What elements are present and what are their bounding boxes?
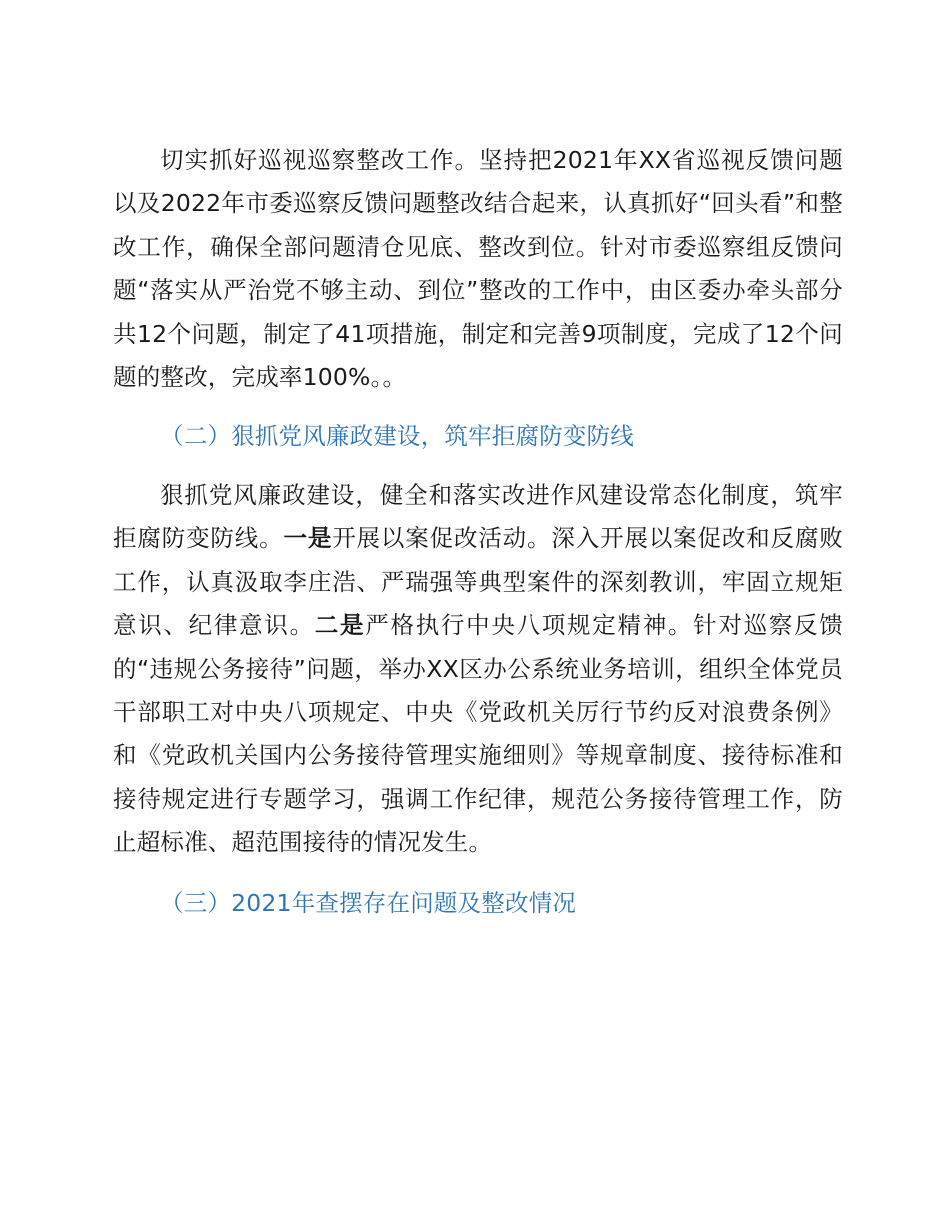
section-heading-3: （三）2021年查摆存在问题及整改情况 bbox=[160, 889, 577, 917]
paragraph-rectification-work bbox=[113, 139, 843, 399]
paragraph-intro: 狠抓党风廉政建设，健全和落实改进作风建设常态化制度，筑牢拒腐防变防线。 bbox=[113, 481, 843, 553]
item-2-label: 二是 bbox=[314, 611, 366, 640]
item-1-label: 一是 bbox=[283, 524, 333, 553]
section-heading-2: （二）狠抓党风廉政建设，筑牢拒腐防变防线 bbox=[160, 422, 634, 450]
paragraph-party-conduct bbox=[113, 474, 843, 865]
paragraph-text: 切实抓好巡视巡察整改工作。坚持把2021年XX省巡视反馈问题以及2022年市委巡察反馈问题整改结合起来，认真抓好“回头看”和整改工作，确保全部问题清仓见底、整改到位。针对市委巡察组反馈问题“落实从严治党不够主动、到位”整改的工作中，由区委办牵头部分共12个问题，制定了41项措施，制定和完善9项制度，完成了12个问题的整改，完成率100%。。 bbox=[113, 146, 843, 392]
item-2-text: 严格执行中央八项规定精神。针对巡察反馈的“违规公务接待”问题，举办XX区办公系统业务培训，组织全体党员干部职工对中央八项规定、中央《党政机关厉行节约反对浪费条例》和《党政机关国内公务接待管理实施细则》等规章制度、接待标准和接待规定进行专题学习，强调工作纪律，规范公务接待管理工作，防止超标准、超范围接待的情况发生。 bbox=[113, 611, 843, 857]
item-1-text: 开展以案促改活动。深入开展以案促改和反腐败工作，认真汲取李庄浩、严瑞强等典型案件的深刻教训，牢固立规矩意识、纪律意识。 bbox=[113, 524, 843, 640]
